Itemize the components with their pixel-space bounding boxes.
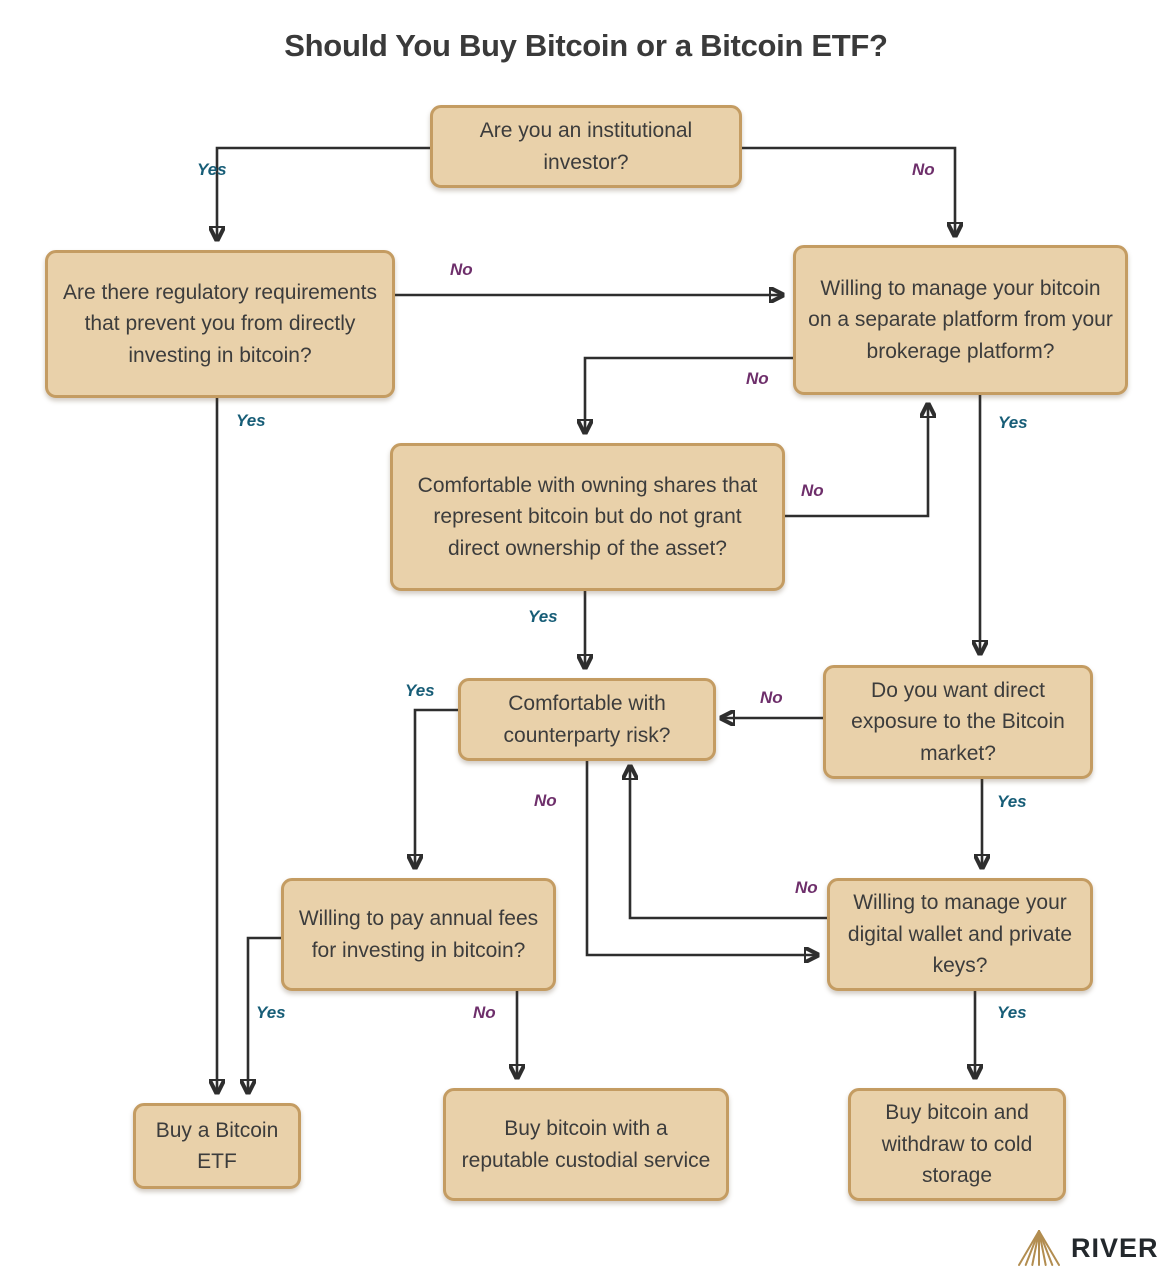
node-digital-wallet: Willing to manage your digital wallet and private keys? — [827, 878, 1093, 991]
brand-name: RIVER — [1071, 1232, 1159, 1263]
node-separate-platform: Willing to manage your bitcoin on a separate platform from your brokerage platform? — [793, 245, 1128, 395]
node-annual-fees: Willing to pay annual fees for investing in bitcoin? — [281, 878, 556, 991]
edge-label-wallet-no: No — [795, 878, 818, 897]
node-institutional-investor: Are you an institutional investor? — [430, 105, 742, 188]
edge-counterparty-no-line — [587, 761, 818, 955]
edge-label-exposure-yes: Yes — [997, 792, 1027, 811]
node-regulatory-requirements: Are there regulatory requirements that prevent you from directly investing in bitcoin? — [45, 250, 395, 398]
edge-label-institutional-no: No — [912, 160, 935, 179]
edge-label-institutional-yes: Yes — [197, 160, 227, 179]
edge-label-regulatory-no: No — [450, 260, 473, 279]
edge-label-fees-no: No — [473, 1003, 496, 1022]
edge-label-platform-no: No — [746, 369, 769, 388]
edge-label-counterparty-no: No — [534, 791, 557, 810]
edge-label-fees-yes: Yes — [256, 1003, 286, 1022]
edge-label-shares-no: No — [801, 481, 824, 500]
node-owning-shares: Comfortable with owning shares that represent bitcoin but do not grant direct ownership of the asset? — [390, 443, 785, 591]
node-buy-bitcoin-etf: Buy a Bitcoin ETF — [133, 1103, 301, 1189]
edge-counterparty-yes-line — [415, 710, 458, 868]
edge-label-counterparty-yes: Yes — [405, 681, 435, 700]
node-counterparty-risk: Comfortable with counterparty risk? — [458, 678, 716, 761]
edge-label-regulatory-yes: Yes — [236, 411, 266, 430]
node-buy-custodial-service: Buy bitcoin with a reputable custodial service — [443, 1088, 729, 1201]
edge-label-exposure-no: No — [760, 688, 783, 707]
page-title: Should You Buy Bitcoin or a Bitcoin ETF? — [284, 28, 888, 63]
river-mountain-icon — [1016, 1228, 1062, 1268]
river-logo — [1016, 1228, 1159, 1268]
edge-label-platform-yes: Yes — [998, 413, 1028, 432]
node-buy-cold-storage: Buy bitcoin and withdraw to cold storage — [848, 1088, 1066, 1201]
node-direct-exposure: Do you want direct exposure to the Bitcoin market? — [823, 665, 1093, 779]
edge-label-shares-yes: Yes — [528, 607, 558, 626]
edge-institutional-yes-line — [217, 148, 430, 240]
edge-label-wallet-yes: Yes — [997, 1003, 1027, 1022]
